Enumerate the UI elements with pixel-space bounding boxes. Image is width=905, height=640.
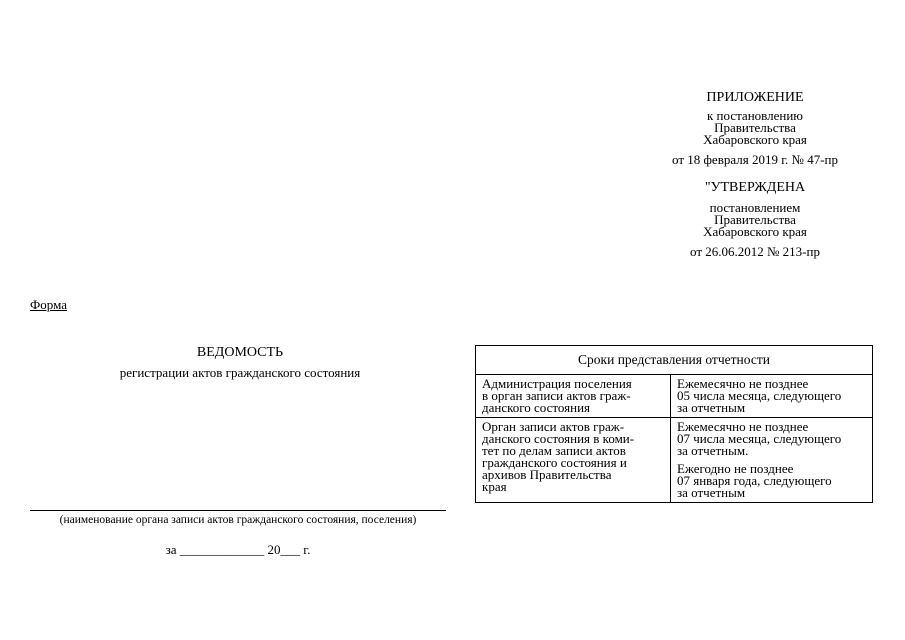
deadline-cell [671,418,873,503]
cell-line: архивов Правительства [482,467,612,482]
cell-line: Ежегодно не позднее [677,461,794,476]
period-line: за _____________ 20___ г. [165,542,311,557]
approved-line-1: постановлением [709,200,801,215]
cell-line: гражданского состояния и [482,455,627,470]
cell-line: Администрация поселения [482,376,632,391]
deadline-cell [671,375,873,418]
cell-line: Ежемесячно не позднее [677,376,809,391]
cell-line: данского состояния [482,400,591,415]
approved-block [620,182,890,258]
org-name-line [30,510,446,511]
cell-line: Орган записи актов граж- [482,419,625,434]
table-row [476,418,873,503]
document-subtitle: регистрации актов гражданского состояния [119,365,361,380]
cell-line: Ежемесячно не позднее [677,419,809,434]
form-label: Форма [30,297,67,312]
cell-line: за отчетным [677,485,746,500]
appendix-line-3: Хабаровского края [703,132,807,147]
approved-title: "УТВЕРЖДЕНА [704,180,806,195]
cell-line: тет по делам записи актов [482,443,626,458]
table-header: Сроки представления отчетности [476,346,873,375]
cell-line: 07 числа месяца, следующего [677,431,842,446]
document-title: ВЕДОМОСТЬ [196,345,284,360]
reporter-cell [476,418,671,503]
appendix-date: от 18 февраля 2019 г. № 47-пр [672,152,838,167]
approved-line-3: Хабаровского края [703,224,807,239]
appendix-block [620,92,890,166]
table-row [476,375,873,418]
appendix-title: ПРИЛОЖЕНИЕ [706,90,804,105]
appendix-line-1: к постановлению [706,108,804,123]
table-header-row [476,346,873,375]
cell-line: края [482,479,507,494]
cell-line: 07 января года, следующего [677,473,832,488]
approved-line-2: Правительства [714,212,796,227]
deadlines-table [475,345,873,503]
org-name-caption: (наименование органа записи актов гражданского состояния, поселения) [59,514,417,526]
reporter-cell [476,375,671,418]
cell-line: за отчетным [677,400,746,415]
appendix-line-2: Правительства [714,120,796,135]
cell-line: данского состояния в коми- [482,431,635,446]
cell-line: за отчетным. [677,443,749,458]
approved-date: от 26.06.2012 № 213-пр [690,244,820,259]
cell-line: в орган записи актов граж- [482,388,631,403]
cell-line: 05 числа месяца, следующего [677,388,842,403]
